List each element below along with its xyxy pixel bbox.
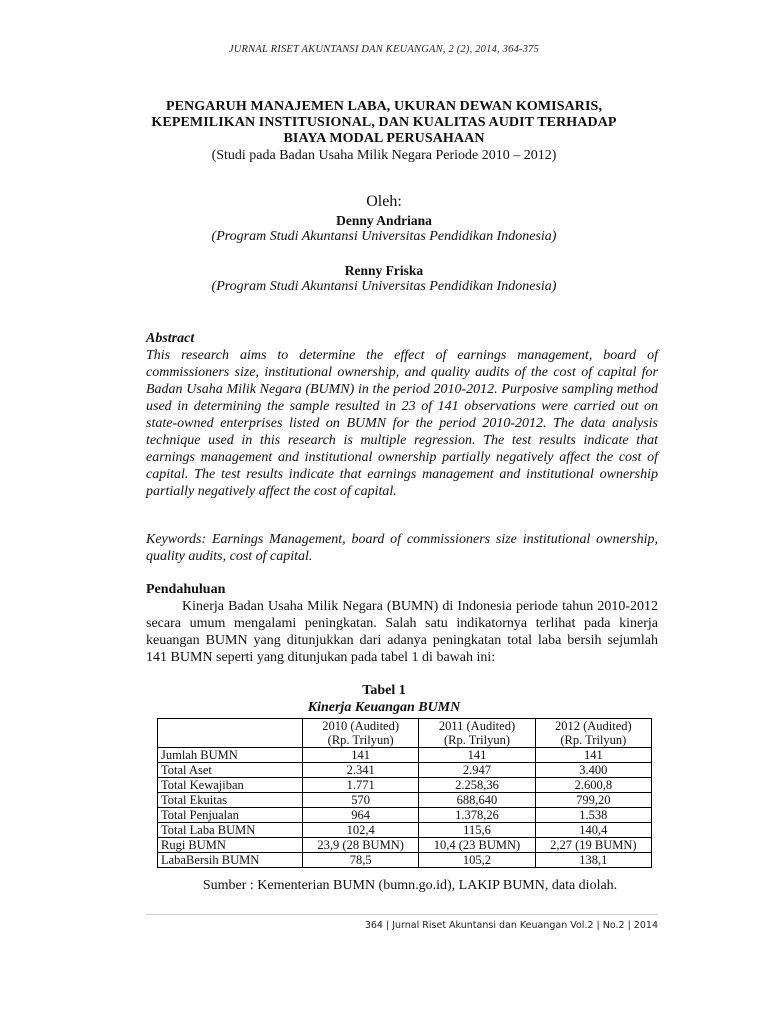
- author-name-1: Denny Andriana: [336, 213, 432, 228]
- table-cell: 2,27 (19 BUMN): [535, 838, 651, 853]
- column-unit: (Rp. Trilyun): [560, 733, 627, 747]
- abstract-text: This research aims to determine the effect of earnings management, board of commissioners size, institutional ownership, and quality audits of the cost of capital for Badan Usaha Milik Negara (BUMN) in the period 2010-2012. Purposive sampling method used in determining the sample resulted in 23 of 141 observations were carried out on state-owned enterprises listed on BUMN for the period 2010-2012. The data analysis technique used in this research is multiple regression. The test results indicate that earnings management and institutional ownership partially negatively affect the cost of capital. The test results indicate that earnings management and institutional ownership partially negatively affect the cost of capital.: [146, 348, 658, 499]
- table-cell: 102,4: [303, 823, 419, 838]
- row-label: Total Ekuitas: [158, 793, 303, 808]
- author-affiliation-1: (Program Studi Akuntansi Universitas Pendidikan Indonesia): [211, 229, 557, 244]
- financial-performance-table: [157, 718, 652, 868]
- column-year: 2010 (Audited): [322, 719, 400, 733]
- row-label: LabaBersih BUMN: [158, 853, 303, 868]
- row-label: Total Aset: [158, 763, 303, 778]
- table-cell: 964: [303, 808, 419, 823]
- table-header-cell: [303, 719, 419, 748]
- title-line-2: KEPEMILIKAN INSTITUSIONAL, DAN KUALITAS AUDIT TERHADAP: [151, 115, 617, 130]
- running-header: JURNAL RISET AKUNTANSI DAN KEUANGAN, 2 (2), 2014, 364-375: [228, 44, 540, 55]
- table-row: [158, 793, 652, 808]
- table-row: [158, 838, 652, 853]
- table-cell: 2.341: [303, 763, 419, 778]
- table-header-empty: [158, 719, 303, 748]
- abstract-section: [146, 330, 658, 500]
- table-source-note: Sumber : Kementerian BUMN (bumn.go.id), LAKIP BUMN, data diolah.: [202, 878, 618, 893]
- table-cell: 141: [303, 748, 419, 763]
- table-cell: 105,2: [419, 853, 535, 868]
- table-cell: 799,20: [535, 793, 651, 808]
- table-cell: 141: [419, 748, 535, 763]
- row-label: Rugi BUMN: [158, 838, 303, 853]
- table-row: [158, 778, 652, 793]
- table-cell: 115,6: [419, 823, 535, 838]
- footer-divider: [146, 914, 658, 915]
- intro-paragraph: Kinerja Badan Usaha Milik Negara (BUMN) di Indonesia periode tahun 2010-2012 secara umum mengalami peningkatan. Salah satu indikatornya terlihat pada kinerja keuangan BUMN yang ditunjukkan dari adanya peningkatan total laba bersih sejumlah 141 BUMN seperti yang ditunjukan pada tabel 1 di bawah ini:: [146, 599, 658, 665]
- table-header-cell: [419, 719, 535, 748]
- article-title: [110, 99, 658, 164]
- author-name-2: Renny Friska: [344, 263, 424, 278]
- table-cell: 78,5: [303, 853, 419, 868]
- column-unit: (Rp. Trilyun): [327, 733, 394, 747]
- table-cell: 1.771: [303, 778, 419, 793]
- table-cell: 2.258,36: [419, 778, 535, 793]
- author-affiliation-2: (Program Studi Akuntansi Universitas Pendidikan Indonesia): [211, 279, 557, 294]
- table-cell: 570: [303, 793, 419, 808]
- title-line-3: BIAYA MODAL PERUSAHAAN: [283, 131, 485, 146]
- row-label: Jumlah BUMN: [158, 748, 303, 763]
- title-line-1: PENGARUH MANAJEMEN LABA, UKURAN DEWAN KOMISARIS,: [165, 99, 603, 114]
- table-row: [158, 748, 652, 763]
- table-row: [158, 763, 652, 778]
- table-header-row: [158, 719, 652, 748]
- row-label: Total Penjualan: [158, 808, 303, 823]
- table-cell: 23,9 (28 BUMN): [303, 838, 419, 853]
- page-footer: 364 | Jurnal Riset Akuntansi dan Keuangan Vol.2 | No.2 | 2014: [364, 920, 658, 931]
- table-row: [158, 853, 652, 868]
- table-subcaption: Kinerja Keuangan BUMN: [307, 700, 461, 715]
- table-cell: 138,1: [535, 853, 651, 868]
- table-cell: 1.378,26: [419, 808, 535, 823]
- table-caption: Tabel 1: [362, 683, 406, 698]
- table-cell: 2.947: [419, 763, 535, 778]
- section-heading-pendahuluan: Pendahuluan: [146, 582, 226, 597]
- table-row: [158, 823, 652, 838]
- byline-label: Oleh:: [366, 193, 402, 210]
- table-row: [158, 808, 652, 823]
- row-label: Total Laba BUMN: [158, 823, 303, 838]
- table-cell: 688,640: [419, 793, 535, 808]
- row-label: Total Kewajiban: [158, 778, 303, 793]
- column-year: 2011 (Audited): [438, 719, 516, 733]
- column-year: 2012 (Audited): [554, 719, 632, 733]
- table-header-cell: [535, 719, 651, 748]
- keywords: Keywords: Earnings Management, board of commissioners size institutional ownership, quality audits, cost of capital.: [146, 532, 658, 564]
- table-cell: 3.400: [535, 763, 651, 778]
- article-subtitle: (Studi pada Badan Usaha Milik Negara Periode 2010 – 2012): [211, 148, 557, 163]
- table-cell: 140,4: [535, 823, 651, 838]
- table-cell: 1.538: [535, 808, 651, 823]
- table-cell: 2.600,8: [535, 778, 651, 793]
- table-cell: 141: [535, 748, 651, 763]
- column-unit: (Rp. Trilyun): [443, 733, 510, 747]
- abstract-heading: Abstract: [146, 331, 195, 346]
- table-cell: 10,4 (23 BUMN): [419, 838, 535, 853]
